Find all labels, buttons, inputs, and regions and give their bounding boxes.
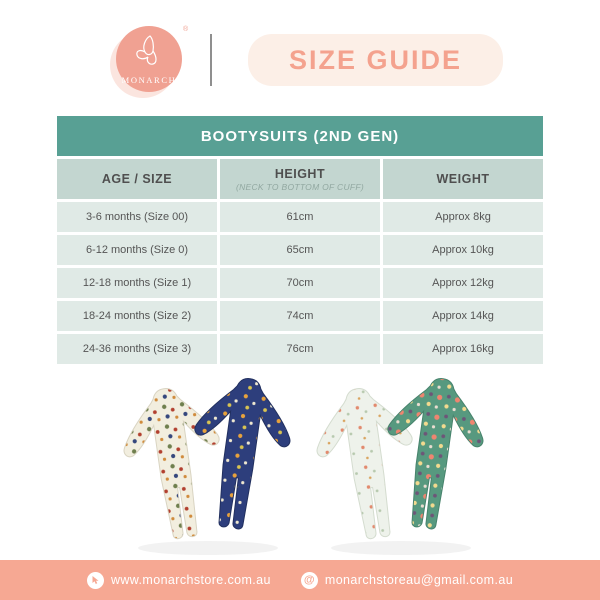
product-image-dinosaur-bootysuits: [110, 370, 306, 558]
table-grid: [57, 159, 543, 364]
table-row-5-weight: Approx 16kg: [383, 334, 543, 364]
page-title-box: [248, 34, 503, 86]
column-header-height: HEIGHT (NECK TO BOTTOM OF CUFF): [220, 159, 380, 199]
product-image-floral-bootysuits: [305, 370, 497, 558]
column-header-age-size: AGE / SIZE: [57, 159, 217, 199]
size-table: [57, 116, 543, 364]
table-row-3-weight: Approx 12kg: [383, 268, 543, 298]
table-row-3-height: 70cm: [220, 268, 380, 298]
table-row-5-height: 76cm: [220, 334, 380, 364]
footer-band: [0, 560, 600, 600]
at-icon: @: [301, 572, 318, 589]
table-row-4-height: 74cm: [220, 301, 380, 331]
table-row-1-age-size: 3-6 months (Size 00): [57, 202, 217, 232]
table-row-4-weight: Approx 14kg: [383, 301, 543, 331]
table-row-3-age-size: 12-18 months (Size 1): [57, 268, 217, 298]
butterfly-icon: [132, 33, 166, 74]
column-header-height-sub: (NECK TO BOTTOM OF CUFF): [235, 181, 365, 192]
monarch-logo: [114, 26, 189, 96]
table-row-5-age-size: 24-36 months (Size 3): [57, 334, 217, 364]
vertical-divider: [210, 34, 212, 86]
column-header-weight: WEIGHT: [383, 159, 543, 199]
brand-name: MONARCH: [121, 75, 177, 85]
table-row-4-age-size: 18-24 months (Size 2): [57, 301, 217, 331]
page-title: SIZE GUIDE: [288, 44, 463, 75]
website-text: www.monarchstore.com.au: [110, 573, 271, 587]
registered-trademark: ®: [183, 26, 189, 33]
logo-circle: [116, 26, 182, 92]
table-row-2-height: 65cm: [220, 235, 380, 265]
email-link[interactable]: [301, 572, 513, 589]
cursor-icon: [87, 572, 104, 589]
table-row-1-weight: Approx 8kg: [383, 202, 543, 232]
website-link[interactable]: [87, 572, 271, 589]
table-row-1-height: 61cm: [220, 202, 380, 232]
table-title: BOOTYSUITS (2ND GEN): [57, 116, 543, 156]
table-row-2-weight: Approx 10kg: [383, 235, 543, 265]
email-text: monarchstoreau@gmail.com.au: [324, 573, 514, 587]
table-row-2-age-size: 6-12 months (Size 0): [57, 235, 217, 265]
